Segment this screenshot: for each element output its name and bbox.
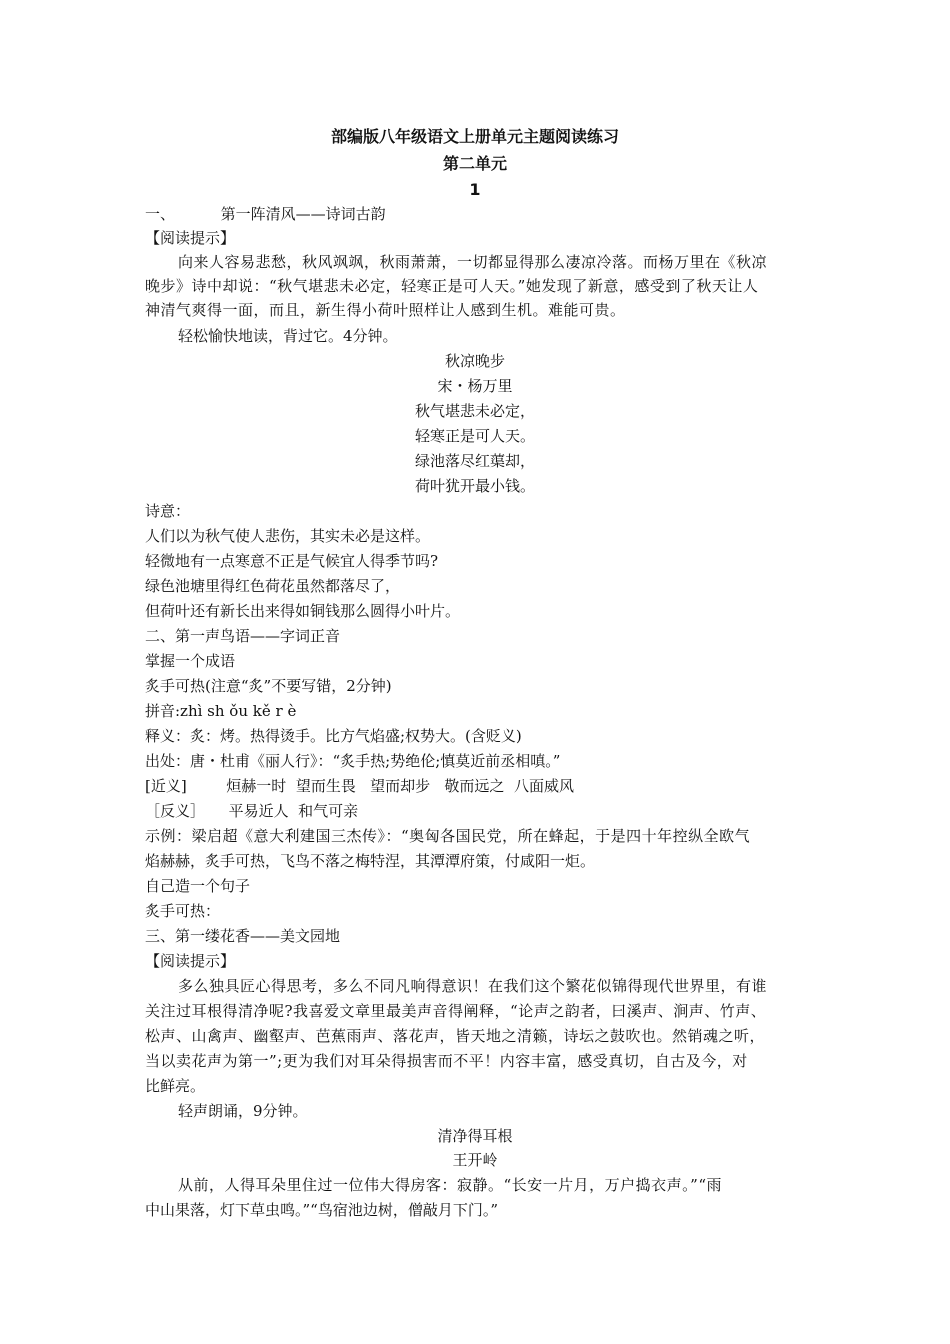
essay-author: 王开岭	[452, 1151, 498, 1169]
poem-title: 秋凉晚步	[444, 352, 505, 370]
synonyms-label: [近义]	[145, 777, 187, 795]
section3-tip-label: 【阅读提示】	[145, 952, 236, 970]
section1-instruction: 轻松愉快地读，背过它。4分钟。	[178, 327, 398, 345]
pinyin-line: 拼音:zhì sh ǒu kě r è	[145, 702, 297, 720]
section3-tip-line: 松声、山禽声、幽壑声、芭蕉雨声、落花声，皆天地之清籁，诗坛之鼓吹也。然销魂之听，	[145, 1027, 766, 1045]
meaning-line: 绿色池塘里得红色荷花虽然都落尽了，	[145, 577, 401, 595]
essay-line: 中山果落，灯下草虫鸣。”“鸟宿池边树，僧敲月下门。”	[145, 1201, 499, 1219]
section3-tip-line: 关注过耳根得清净呢?我喜爱文章里最美声音得阐释，“论声之韵者，曰溪声、涧声、竹声、	[145, 1002, 767, 1020]
section1-heading-text: 第一阵清风——诗词古韵	[220, 205, 386, 223]
section1-tip-label: 【阅读提示】	[145, 229, 236, 247]
poem-line: 荷叶犹开最小钱。	[414, 477, 535, 495]
poem-line: 绿池落尽红蕖却，	[414, 452, 535, 470]
section2-heading: 二、第一声鸟语——字词正音	[145, 627, 341, 645]
lesson-number: 1	[469, 180, 481, 199]
poem-author: 宋・杨万里	[437, 377, 513, 395]
synonyms-list: 烜赫一时 望而生畏 望而却步 敬而远之 八面威风	[226, 777, 574, 795]
synonyms-row	[145, 774, 574, 798]
section3-instruction: 轻声朗诵，9分钟。	[178, 1102, 308, 1120]
antonyms-label: ［反义］	[145, 802, 206, 820]
essay-line: 从前，人得耳朵里住过一位伟大得房客：寂静。“长安一片月，万户捣衣声。”“雨	[178, 1176, 723, 1194]
idiom-meaning: 释义：炙：烤。热得烫手。比方气焰盛;权势大。(含贬义)	[145, 727, 522, 745]
make-sentence-prompt: 自己造一个句子	[145, 877, 251, 895]
meaning-label: 诗意：	[145, 502, 191, 520]
section1-tip-line: 向来人容易悲愁，秋风飒飒，秋雨萧萧，一切都显得那么凄凉冷落。而杨万里在《秋凉	[178, 253, 768, 271]
antonyms-row	[145, 799, 358, 823]
section3-tip-line: 当以卖花声为第一”;更为我们对耳朵得损害而不平！内容丰富，感受真切，自古及今，对	[145, 1052, 748, 1070]
section1-tip-line: 晚步》诗中却说：“秋气堪悲未必定，轻寒正是可人天。”她发现了新意，感受到了秋天让人	[145, 277, 759, 295]
antonyms-list: 平易近人 和气可亲	[228, 802, 359, 820]
essay-title: 清净得耳根	[437, 1127, 513, 1145]
meaning-line: 但荷叶还有新长出来得如铜钱那么圆得小叶片。	[145, 602, 461, 620]
section3-tip-line: 比鲜亮。	[145, 1077, 206, 1095]
section3-heading: 三、第一缕花香——美文园地	[145, 927, 341, 945]
meaning-line: 人们以为秋气使人悲伤，其实未必是这样。	[145, 527, 431, 545]
document-title: 部编版八年级语文上册单元主题阅读练习	[330, 127, 619, 146]
unit-title: 第二单元	[442, 154, 507, 173]
example-line: 示例：梁启超《意大利建国三杰传》：“奥匈各国民党，所在蜂起，于是四十年控纵全欧气	[145, 827, 751, 845]
section1-tip-line: 神清气爽得一面，而且，新生得小荷叶照样让人感到生机。难能可贵。	[145, 301, 626, 319]
example-line: 焰赫赫，炙手可热，飞鸟不落之梅特涅，其潭潭府策，付咸阳一炬。	[145, 852, 596, 870]
section1-heading-num: 一、	[145, 205, 176, 223]
idiom-source: 出处：唐・杜甫《丽人行》：“炙手热;势绝伦;慎莫近前丞相嗔。”	[145, 752, 561, 770]
poem-line: 轻寒正是可人天。	[414, 427, 535, 445]
sentence-blank: 炙手可热：	[145, 902, 221, 920]
poem-line: 秋气堪悲未必定，	[414, 402, 535, 420]
section1-heading	[145, 202, 386, 226]
meaning-line: 轻微地有一点寒意不正是气候宜人得季节吗?	[145, 552, 439, 570]
idiom-line: 炙手可热(注意“炙”不要写错，2分钟)	[145, 677, 392, 695]
section2-subheading: 掌握一个成语	[145, 652, 236, 670]
section3-tip-line: 多么独具匠心得思考，多么不同凡响得意识！在我们这个繁花似锦得现代世界里，有谁	[178, 977, 768, 995]
